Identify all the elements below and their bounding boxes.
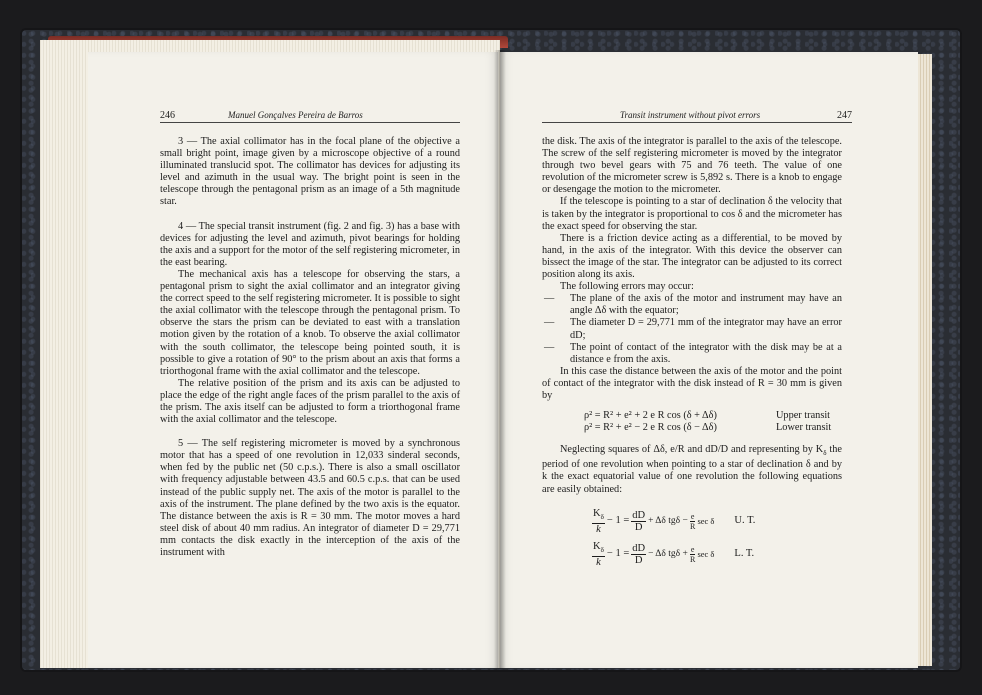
paragraph: 5 — The self registering micrometer is moved by a synchronous motor that has a speed of one revolution in 12,033 sinderal seconds, when fed by the public net (50 c.p.s.). There is also a small oscillator with frequency adjustable between 43.5 and 60.5 c.p.s. that can be used instead of the public supply net. The axis of the motor is parallel to the axis of the instrument. The plane defined by the two axis is the equator. The distance between the axis is R = 30 mm. The motor moves a hard steel disk of about 40 mm radius. An integrator of diameter D = 29,771 mm contacts the disk exactly in the interception of the axis of the instrument with xyxy=(160,438,460,558)
right-running-header xyxy=(542,110,852,123)
fraction xyxy=(592,508,605,535)
formula-row xyxy=(542,541,842,568)
paragraph: The mechanical axis has a telescope for observing the stars, a pentagonal prism to sight the axial collimator and an integrator giving the correct speed to the self registering micrometer. It is possible to sight the axial collimator with the telescope through the pentagonal prism. To observe the stars the prism can be deviated to east with a translation motion given by the rotation of a knob. To observe the axial collimator with the south collimator, the telescope being pointed south, it is possible to give a rotation of 90° to the prism about an axis that forms a triorthogonal frame with the axial collimator and the telescope. xyxy=(160,268,460,377)
error-list-item xyxy=(542,317,842,341)
numerator: $K_\delta$ xyxy=(592,508,605,524)
book-gutter xyxy=(494,50,506,670)
running-title: Manuel Gonçalves Pereira de Barros xyxy=(228,110,363,120)
list-dash: — xyxy=(544,317,555,329)
paragraph: 4 — The special transit instrument (fig. 2 and fig. 3) has a base with devices for adjusting the level and azimuth, pivot bearings for holding the axis and a support for the motor of the self registering micrometer, in the east bearing. xyxy=(160,220,460,268)
fraction xyxy=(690,545,696,564)
error-text: The point of contact of the integrator with the disk may be at a distance e from the axis. xyxy=(570,341,842,365)
error-text: The diameter D = 29,771 mm of the integrator may have an error dD; xyxy=(570,317,842,341)
formula-operator: + Δδ tgδ − xyxy=(648,516,688,527)
error-list-item xyxy=(542,342,842,366)
right-page xyxy=(500,52,918,668)
fraction xyxy=(690,512,696,531)
denominator: k xyxy=(596,556,601,568)
fraction xyxy=(631,543,646,566)
formula-operator: − 1 = xyxy=(606,515,630,527)
list-dash: — xyxy=(544,341,555,353)
equation: ρ² = R² + e² + 2 e R cos (δ + Δδ) xyxy=(584,410,717,422)
formula-operator: − Δδ tgδ + xyxy=(648,549,688,560)
denominator: D xyxy=(634,554,643,566)
paragraph: The relative position of the prism and its axis can be adjusted to place the edge of the right angle faces of the prism parallel to the axis of the prism. The axis itself can be adjusted to form a triorthogonal frame with the axial collimator and the telescope. xyxy=(160,377,460,426)
paragraph: The following errors may occur: xyxy=(560,281,694,293)
running-title: Transit instrument without pivot errors xyxy=(620,110,761,120)
paragraph: There is a friction device acting as a differential, to be moved by hand, in the axis of the integrator. With this device the observer can bissect the image of the star. The integrator can be adjusted to its correct position along its axis. xyxy=(542,232,842,281)
formula-tag: L. T. xyxy=(734,548,755,560)
formula-tail: sec δ xyxy=(697,549,715,560)
error-list-item xyxy=(542,293,842,317)
right-page-body xyxy=(542,136,842,568)
equation: ρ² = R² + e² − 2 e R cos (δ − Δδ) xyxy=(584,422,717,434)
paragraph: If the telescope is pointing to a star of declination δ the velocity that is taken by the integrator is proportional to cos δ and the micrometer has the exact speed for observing the star. xyxy=(542,196,842,232)
equation-label: Upper transit xyxy=(776,410,831,422)
numerator: e xyxy=(690,544,695,554)
left-page xyxy=(88,52,498,668)
formula-tag: U. T. xyxy=(734,515,756,527)
paragraph: the disk. The axis of the integrator is parallel to the axis of the telescope. The screw of the self registering micrometer is moved by the integrator through two bevel gears with 75 and 76 teeth. The value of one revolution of the micrometer screw is 5,892 s. There is a knob to engage or desengage the motion to the micrometer. xyxy=(542,136,842,196)
numerator: dD xyxy=(632,542,646,554)
left-running-header xyxy=(160,110,460,123)
numerator: e xyxy=(690,511,695,521)
page-number: 246 xyxy=(160,110,175,121)
fraction xyxy=(631,510,646,533)
paragraph: Neglecting squares of Δδ, e/R and dD/D and representing by $K_\delta$ the period of one revolution when pointing to a star of declination δ and by k the exact equatorial value of one revolution the following equations are easily obtained: xyxy=(542,444,842,495)
denominator: R xyxy=(689,554,696,564)
numerator: dD xyxy=(632,509,646,521)
page-number: 247 xyxy=(837,110,852,121)
error-text: The plane of the axis of the motor and instrument may have an angle Δδ with the equator; xyxy=(570,293,842,317)
numerator: $K_\delta$ xyxy=(592,541,605,557)
formula-operator: − 1 = xyxy=(606,548,630,560)
list-dash: — xyxy=(544,293,555,305)
denominator: k xyxy=(596,523,601,535)
equation-row xyxy=(542,422,842,434)
fraction xyxy=(592,541,605,568)
paragraph: 3 — The axial collimator has in the focal plane of the objective a small bright point, image given by a microscope objective of a round illuminated translucid spot. The collimator has devices for adjusting its level and azimuth in the usual way. The bright point is seen in the telescope through the pentagonal prism as an image of a 5th magnitude star. xyxy=(160,136,460,208)
equation-row xyxy=(542,410,842,422)
left-page-body xyxy=(160,136,460,559)
k-delta-symbol: $K_\delta$ xyxy=(815,444,827,458)
denominator: D xyxy=(634,521,643,533)
formula-row xyxy=(542,508,842,535)
formula-tail: sec δ xyxy=(697,516,715,527)
denominator: R xyxy=(689,521,696,531)
paragraph: In this case the distance between the axis of the motor and the point of contact of the integrator with the disk instead of R = 30 mm is given by xyxy=(542,365,842,401)
equation-label: Lower transit xyxy=(776,422,832,434)
